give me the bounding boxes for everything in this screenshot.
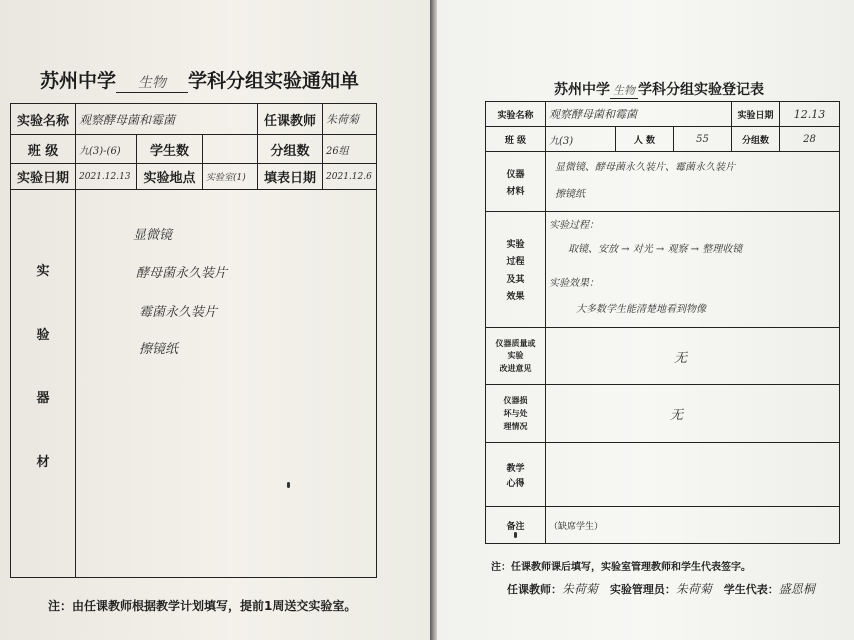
date-value: 2021.12.13 bbox=[76, 164, 137, 190]
damage-label-line: 仪器损 bbox=[503, 396, 528, 406]
effect-heading: 实验效果： bbox=[549, 278, 599, 289]
reflection-value-cell bbox=[546, 443, 840, 507]
record-class-value: 九(3) bbox=[546, 127, 616, 152]
record-class-label: 班 级 bbox=[486, 127, 546, 152]
group-count-value: 26组 bbox=[323, 135, 377, 164]
process-value-cell bbox=[546, 212, 840, 328]
ink-speck bbox=[514, 532, 517, 538]
record-date-label: 实验日期 bbox=[732, 102, 780, 127]
quality-label-line: 仪器质量或 bbox=[495, 338, 536, 348]
equipment-label-cell bbox=[11, 190, 76, 578]
record-people-label: 人 数 bbox=[616, 127, 674, 152]
teacher-label: 任课教师 bbox=[258, 104, 323, 135]
equipment-label-char: 实 bbox=[36, 264, 50, 279]
equipment-item: 霉菌永久装片 bbox=[139, 305, 218, 320]
quality-label-line: 改进意见 bbox=[499, 364, 532, 374]
equipment-item: 显微镜 bbox=[133, 228, 173, 243]
quality-label-line: 实验 bbox=[507, 351, 524, 361]
book-spine bbox=[430, 0, 437, 640]
equipment-label-char: 器 bbox=[36, 391, 50, 407]
signature-line bbox=[507, 580, 815, 597]
damage-label-line: 坏与处 bbox=[503, 408, 528, 418]
record-footer-note: 注：任课教师课后填写，实验室管理教师和学生代表签字。 bbox=[491, 562, 751, 573]
manager-signature-label: 实验管理员： bbox=[609, 583, 676, 596]
damage-value: 无 bbox=[546, 385, 840, 443]
notice-table bbox=[10, 103, 377, 578]
notice-title-subject: 生物 bbox=[116, 72, 188, 93]
notice-title-suffix: 学科分组实验通知单 bbox=[188, 70, 360, 92]
fill-date-value: 2021.12.6 bbox=[323, 164, 377, 190]
materials-label-cell bbox=[486, 152, 546, 212]
experiment-name-label: 实验名称 bbox=[11, 104, 76, 135]
reflection-label-cell bbox=[486, 443, 546, 507]
record-experiment-name-value: 观察酵母菌和霉菌 bbox=[546, 102, 732, 127]
location-value: 实验室(1) bbox=[203, 164, 258, 190]
record-date-value: 12.13 bbox=[780, 102, 840, 127]
equipment-label-char: 材 bbox=[36, 454, 50, 470]
damage-label-cell bbox=[486, 385, 546, 443]
experiment-name-value: 观察酵母菌和霉菌 bbox=[76, 104, 258, 135]
process-label-line: 实验 bbox=[506, 239, 525, 250]
materials-value-cell bbox=[546, 152, 840, 212]
reflection-label-line: 教学 bbox=[506, 463, 525, 474]
process-label-line: 及其 bbox=[506, 274, 525, 285]
process-heading: 实验过程： bbox=[549, 220, 599, 231]
record-people-value: 55 bbox=[674, 127, 732, 152]
class-value: 九(3)-(6) bbox=[76, 135, 137, 164]
process-label-line: 过程 bbox=[506, 257, 525, 268]
materials-line: 显微镜、酵母菌永久装片、霉菌永久装片 bbox=[555, 162, 735, 173]
equipment-label-char: 验 bbox=[36, 327, 50, 343]
record-title-prefix: 苏州中学 bbox=[554, 82, 610, 98]
damage-label-line: 理情况 bbox=[503, 421, 528, 431]
quality-label-cell bbox=[486, 328, 546, 385]
notice-title-prefix: 苏州中学 bbox=[40, 70, 117, 92]
record-group-value: 28 bbox=[780, 127, 840, 152]
student-count-label: 学生数 bbox=[137, 135, 203, 164]
process-steps: 取镜、安放 → 对光 → 观察 → 整理收镜 bbox=[568, 244, 743, 255]
process-label-cell bbox=[486, 212, 546, 328]
manager-signature: 朱荷菊 bbox=[675, 582, 712, 596]
teacher-signature-label: 任课教师： bbox=[507, 583, 562, 596]
fill-date-label: 填表日期 bbox=[258, 164, 323, 190]
equipment-list-cell bbox=[76, 190, 377, 578]
notice-title bbox=[40, 66, 359, 93]
absent-students-cell: （缺席学生） bbox=[546, 507, 840, 544]
record-title-suffix: 学科分组实验登记表 bbox=[638, 82, 764, 98]
record-table bbox=[485, 101, 840, 544]
notice-footer-note: 注：由任课教师根据教学计划填写，提前1周送交实验室。 bbox=[48, 599, 357, 613]
record-group-label: 分组数 bbox=[732, 127, 780, 152]
equipment-vertical-label bbox=[11, 190, 75, 530]
class-label: 班 级 bbox=[11, 135, 76, 164]
ink-speck bbox=[287, 482, 290, 488]
location-label: 实验地点 bbox=[137, 164, 203, 190]
materials-line: 擦镜纸 bbox=[555, 189, 585, 200]
record-sheet-page bbox=[437, 0, 854, 640]
teacher-value: 朱荷菊 bbox=[323, 104, 377, 135]
reflection-label-line: 心得 bbox=[506, 478, 525, 489]
record-experiment-name-label: 实验名称 bbox=[486, 102, 546, 127]
student-signature-label: 学生代表： bbox=[723, 583, 779, 596]
student-count-value bbox=[203, 135, 258, 164]
record-title bbox=[554, 79, 764, 99]
remarks-label: 备注 bbox=[486, 507, 546, 544]
date-label: 实验日期 bbox=[11, 164, 76, 190]
effect-text: 大多数学生能清楚地看到物像 bbox=[576, 304, 706, 315]
equipment-item: 擦镜纸 bbox=[139, 342, 179, 357]
quality-value: 无 bbox=[546, 328, 840, 385]
equipment-item: 酵母菌永久装片 bbox=[136, 266, 228, 281]
materials-label-line: 材料 bbox=[506, 186, 525, 197]
student-signature: 盛恩桐 bbox=[778, 582, 815, 596]
process-label-line: 效果 bbox=[506, 292, 525, 303]
group-count-label: 分组数 bbox=[258, 135, 323, 164]
record-title-subject: 生物 bbox=[610, 82, 638, 99]
materials-label-line: 仪器 bbox=[506, 169, 525, 180]
teacher-signature: 朱荷菊 bbox=[562, 582, 599, 596]
